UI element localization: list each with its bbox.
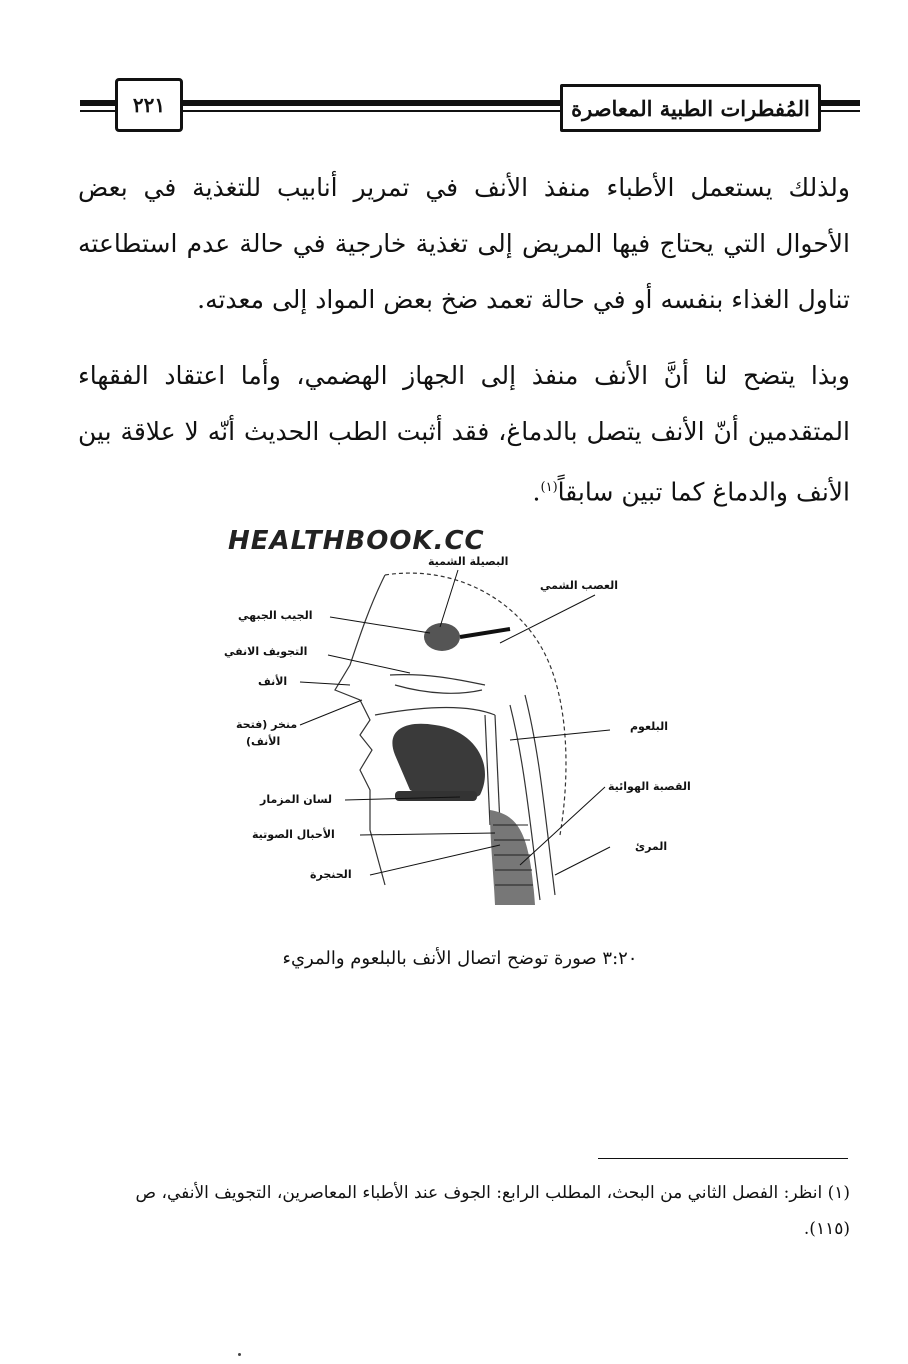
paragraph-2-end: . [532, 477, 541, 507]
footnote-separator [598, 1158, 848, 1159]
anatomy-figure [210, 555, 710, 915]
label-epiglottis: لسان المزمار [260, 793, 333, 806]
paragraph-1: ولذلك يستعمل الأطباء منفذ الأنف في تمرير أنابيب للتغذية في بعض الأحوال التي يحتاج فيها المريض إلى تغذية خارجية في حالة عدم استطاعته تناول الغذاء بنفسه أو في حالة تعمد ضخ بعض المواد إلى معدته. [78, 173, 850, 314]
footnote-reference: (١) [540, 480, 558, 495]
figure-caption: ٣:٢٠ صورة توضح اتصال الأنف بالبلعوم والمريء [282, 948, 638, 969]
paragraph-2-text: وبذا يتضح لنا أنَّ الأنف منفذ إلى الجهاز الهضمي، وأما اعتقاد الفقهاء المتقدمين أنّ الأنف يتصل بالدماغ، فقد أثبت الطب الحديث أنّه لا علاقة بين الأنف والدماغ كما تبين سابقاً [78, 361, 850, 507]
label-frontal-sinus: الجيب الجبهي [238, 609, 313, 622]
footnote-page: (١١٥). [803, 1219, 850, 1239]
label-nostril-line-1: منخر (فتحة [236, 718, 298, 731]
label-vocal-cords: الأحبال الصوتية [252, 828, 335, 841]
label-esophagus: المرئ [635, 840, 668, 853]
page-number: ٢٢١ [115, 78, 183, 132]
scan-speck [238, 1353, 241, 1356]
label-nose: الأنف [258, 675, 288, 688]
label-olfactory-nerve: العصب الشمي [540, 579, 619, 592]
label-trachea: القصبة الهوائية [608, 780, 691, 793]
label-nostril-line-2: الأنف) [246, 735, 281, 748]
label-larynx: الحنجرة [310, 868, 352, 881]
book-title: المُفطرات الطبية المعاصرة [560, 84, 821, 132]
label-olfactory-bulb: البصيلة الشمية [428, 555, 509, 568]
footnote-text: (١) انظر: الفصل الثاني من البحث، المطلب الرابع: الجوف عند الأطباء المعاصرين، التجويف الأنفي، ص [135, 1183, 850, 1203]
footnote [78, 1175, 850, 1247]
paragraph-2 [78, 348, 850, 520]
watermark: HEALTHBOOK.CC [228, 526, 485, 556]
label-pharynx: البلعوم [630, 720, 669, 733]
running-header [80, 70, 860, 140]
label-nasal-cavity: التجويف الانفي [224, 645, 308, 658]
